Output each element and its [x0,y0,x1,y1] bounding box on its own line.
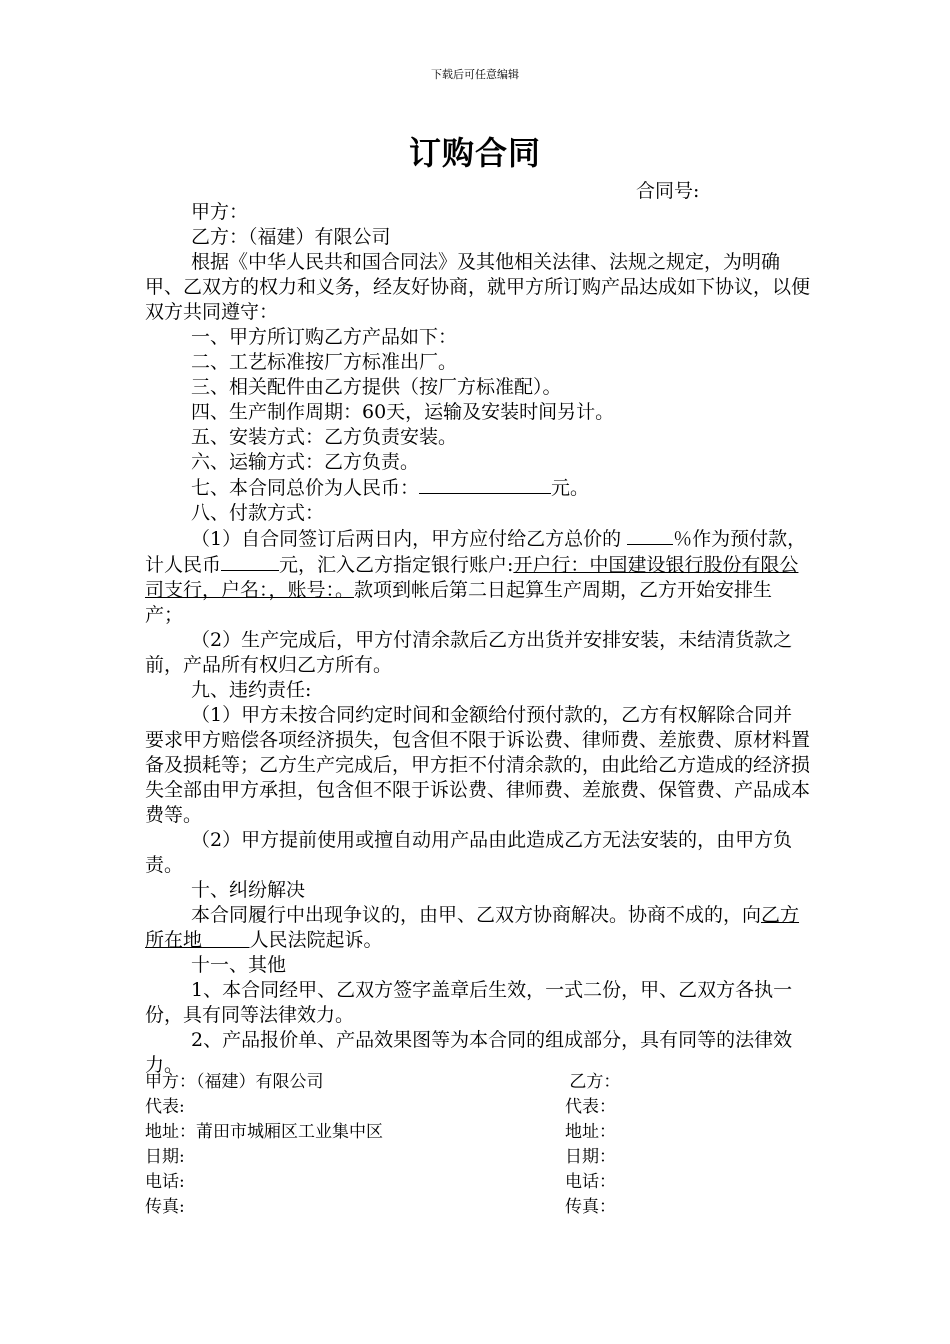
bank-account-info: 开户行：中国建设银行股份有限公司支行，户名：，账号：。 [145,554,799,601]
party-a-phone: 电话: [145,1172,185,1192]
signature-row [145,1120,810,1145]
party-b-line: 乙方：（福建）有限公司 [191,226,391,248]
signature-row [145,1195,810,1220]
signature-row [145,1170,810,1195]
party-b-signature: 乙方： [569,1072,621,1092]
party-a-signature: 甲方：（福建）有限公司 [145,1072,324,1092]
clause-8-1-part-d: 款项到帐后第二日起算生产周期，乙方开始安排生产； [145,579,773,626]
total-price-blank [419,475,551,494]
signature-row [145,1070,810,1095]
intro-paragraph: 根据《中华人民共和国合同法》及其他相关法律、法规之规定，为明确甲、乙双方的权力和义务，经友好协商，就甲方所订购产品达成如下协议，以便双方共同遵守： [145,251,811,323]
clause-2: 二、工艺标准按厂方标准出厂。 [191,351,458,373]
clause-4: 四、生产制作周期：60天，运输及安装时间另计。 [191,401,615,423]
court-location-text: 乙方所在地 [145,904,800,951]
party-a-fax: 传真: [145,1197,185,1217]
page-title: 订购合同 [408,134,541,172]
clause-5: 五、安装方式：乙方负责安装。 [191,426,458,448]
clause-8-1 [145,526,810,628]
clause-8-2: （2）生产完成后，甲方付清余款后乙方出货并安排安装，未结清货款之前，产品所有权归乙方所有。 [145,629,793,676]
clause-7 [145,475,810,501]
signature-row [145,1095,810,1120]
clause-10-text [145,903,810,953]
party-a-address: 地址：莆田市城厢区工业集中区 [145,1122,383,1142]
clause-10: 十、纠纷解决 [191,879,306,901]
party-b-phone: 电话： [565,1172,616,1192]
clause-8-1-part-a: （1）自合同签订后两日内，甲方应付给乙方总价的 [191,528,622,550]
contract-number-label: 合同号: [636,180,700,202]
party-b-representative: 代表： [565,1097,616,1117]
clause-8-1-part-c: 元，汇入乙方指定银行账户: [279,554,514,576]
clause-9: 九、违约责任: [191,679,312,701]
contract-body [145,200,810,1078]
party-b-address: 地址： [565,1122,616,1142]
prepay-amount-blank [221,552,279,571]
clause-8-1-part-b: ％作为预付款，计人民币 [145,528,807,576]
clause-9-2: （2）甲方提前使用或擅自动用产品由此造成乙方无法安装的，由甲方负责。 [145,829,793,876]
clause-1: 一、甲方所订购乙方产品如下： [191,326,458,348]
clause-10-part-b: 人民法院起诉。 [249,929,383,951]
clause-10-part-a: 本合同履行中出现争议的，由甲、乙双方协商解决。协商不成的，向 [191,904,762,926]
clause-11-2: 2、产品报价单、产品效果图等为本合同的组成部分，具有同等的法律效力。 [145,1029,793,1076]
clause-3: 三、相关配件由乙方提供（按厂方标准配）。 [191,376,562,398]
clause-9-1: （1）甲方未按合同约定时间和金额给付预付款的，乙方有权解除合同并要求甲方赔偿各项经济损失，包含但不限于诉讼费、律师费、差旅费、原材料置备及损耗等；乙方生产完成后，甲方拒不付清余款的，由此给乙方造成的经济损失全部由甲方承担，包含但不限于诉讼费、律师费、差旅费、保管费、产品成本费等。 [145,704,811,826]
clause-8: 八、付款方式： [191,502,325,524]
party-b-fax: 传真： [565,1197,616,1217]
clause-11-1: 1、本合同经甲、乙双方签字盖章后生效，一式二份，甲、乙双方各执一份，具有同等法律效力。 [145,979,793,1026]
signature-row [145,1145,810,1170]
party-a-date: 日期: [145,1147,185,1167]
party-a-representative: 代表: [145,1097,185,1117]
party-a-line: 甲方： [191,201,249,223]
party-b-date: 日期： [565,1147,616,1167]
signature-block [145,1070,810,1220]
clause-7-text: 七、本合同总价为人民币： [191,477,420,499]
clause-7-unit: 元。 [551,477,590,499]
clause-6: 六、运输方式：乙方负责。 [191,451,420,473]
prepay-percent-blank [627,526,673,545]
clause-11: 十一、其他 [191,954,287,976]
header-note: 下载后可任意编辑 [431,68,519,81]
